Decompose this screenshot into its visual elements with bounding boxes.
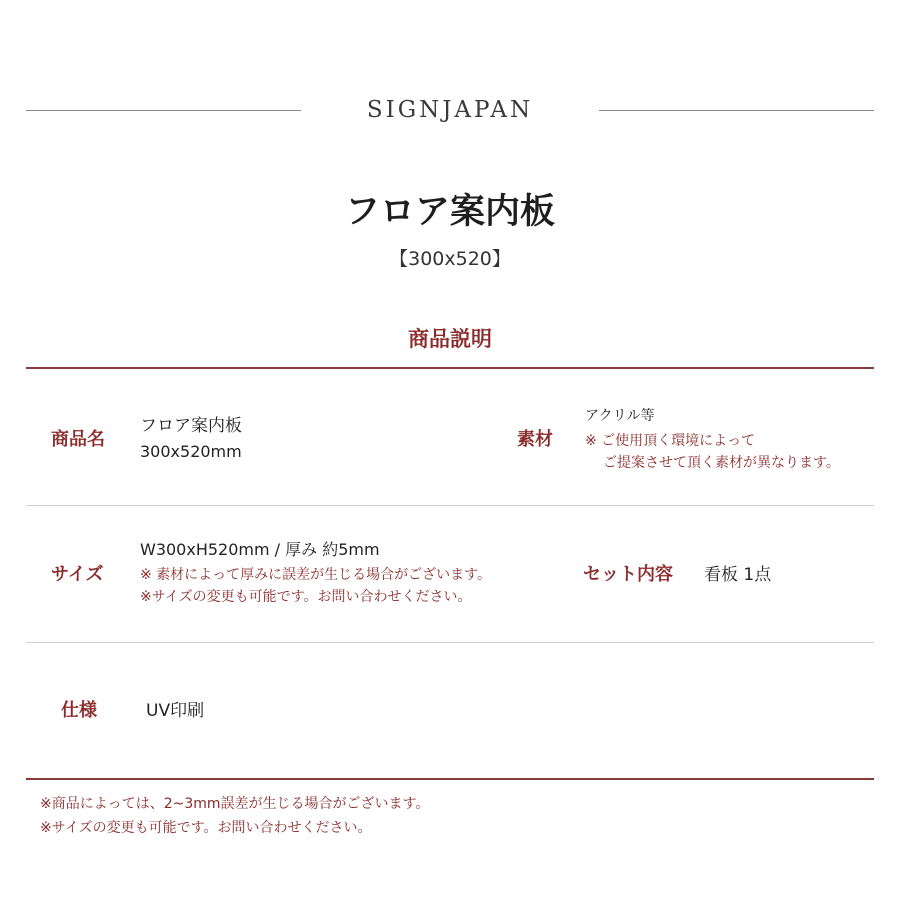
brand-divider-left — [26, 110, 301, 111]
material-label: 素材 — [517, 429, 553, 450]
brand-name: SIGNJAPAN — [366, 97, 534, 123]
product-title: フロア案内板 — [344, 192, 555, 232]
spec-value: UV印刷 — [146, 701, 205, 721]
size-note-1: ※ 素材によって厚みに誤差が生じる場合がございます。 — [140, 567, 492, 583]
row-divider-1 — [26, 505, 874, 506]
material-value: アクリル等 — [585, 408, 655, 424]
brand-header — [26, 96, 874, 124]
size-label: サイズ — [51, 564, 104, 585]
section-top-divider — [26, 367, 874, 369]
footer-note-1: ※商品によっては、2~3mm誤差が生じる場合がございます。 — [40, 796, 430, 812]
section-bottom-divider — [26, 778, 874, 780]
spec-label: 仕様 — [61, 700, 97, 721]
size-value: W300xH520mm / 厚み 約5mm — [140, 540, 380, 559]
section-heading: 商品説明 — [408, 327, 492, 351]
brand-divider-right — [599, 110, 874, 111]
row-divider-2 — [26, 642, 874, 643]
product-name-value: フロア案内板 — [140, 416, 242, 436]
product-name-size: 300x520mm — [140, 442, 242, 461]
product-name-label: 商品名 — [51, 429, 105, 450]
material-note-2: ご提案させて頂く素材が異なります。 — [603, 455, 840, 471]
size-note-2: ※サイズの変更も可能です。お問い合わせください。 — [140, 589, 472, 605]
material-note-1: ※ ご使用頂く環境によって — [585, 433, 756, 449]
set-contents-value: 看板 1点 — [704, 565, 772, 585]
footer-note-2: ※サイズの変更も可能です。お問い合わせください。 — [40, 820, 372, 836]
product-subtitle: 【300x520】 — [389, 248, 511, 270]
set-contents-label: セット内容 — [583, 564, 673, 585]
